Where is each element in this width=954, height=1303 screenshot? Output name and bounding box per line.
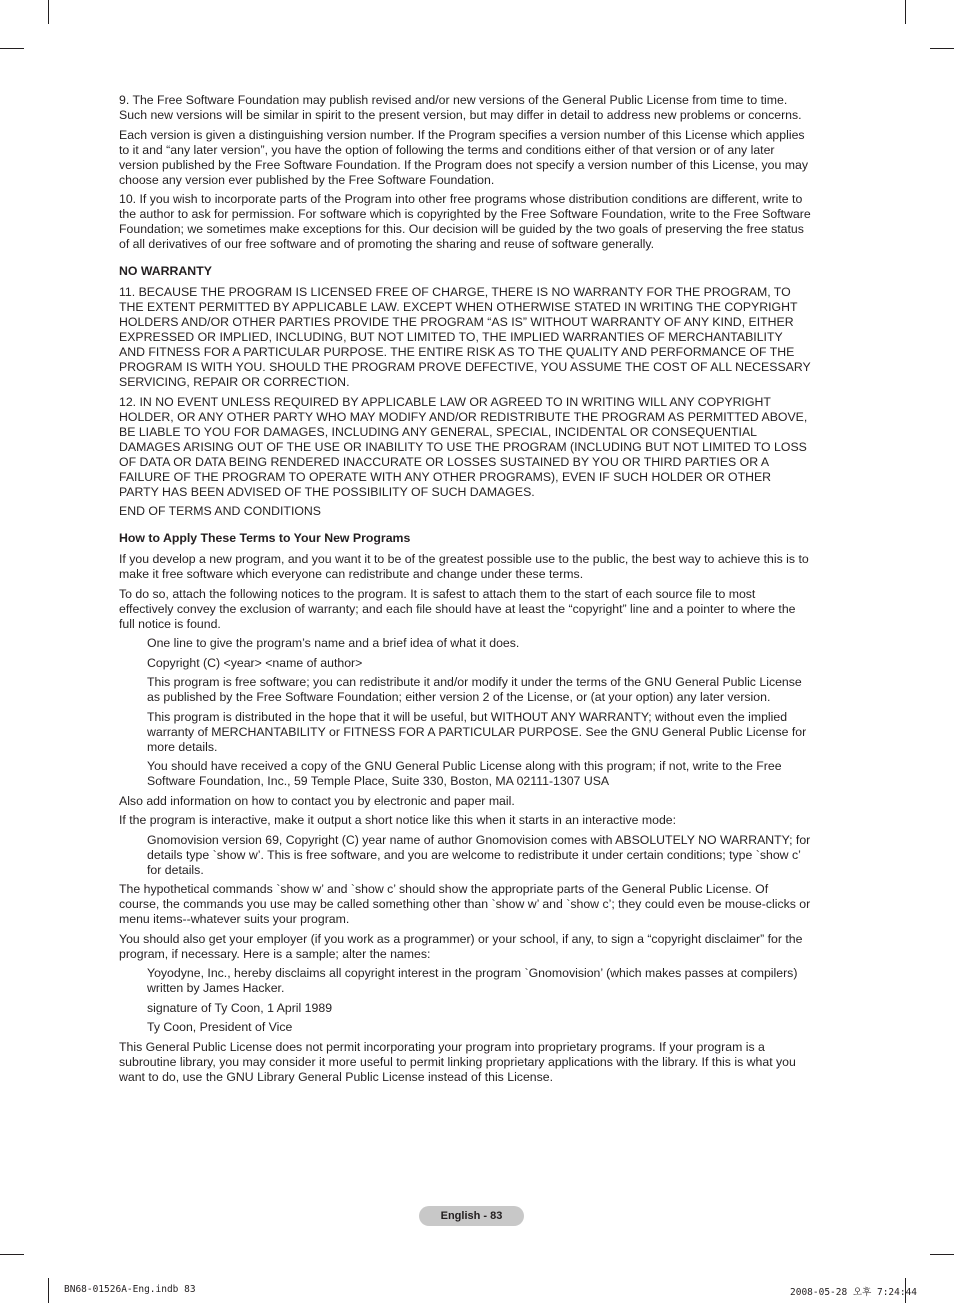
paragraph: 11. BECAUSE THE PROGRAM IS LICENSED FREE OF CHARGE, THERE IS NO WARRANTY FOR THE PROGRAM, TO THE EXTENT PERMITTED BY APPLICABLE LAW. EXCEPT WHEN OTHERWISE STATED IN WRITING THE COPYRIGHT HOLDERS AND/OR OTHER PARTIES PROVIDE THE PROGRAM “AS IS” WITHOUT WARRANTY OF ANY KIND, EITHER EXPRESSED OR IMPLIED, INCLUDING, BUT NOT LIMITED TO, THE IMPLIED WARRANTIES OF MERCHANTABILITY AND FITNESS FOR A PARTICULAR PURPOSE. THE ENTIRE RISK AS TO THE QUALITY AND PERFORMANCE OF THE PROGRAM IS WITH YOU. SHOULD THE PROGRAM PROVE DEFECTIVE, YOU ASSUME THE COST OF ALL NECESSARY SERVICING, REPAIR OR CORRECTION. <box>119 285 811 389</box>
indented-paragraph: Yoyodyne, Inc., hereby disclaims all copyright interest in the program `Gnomovision’ (which makes passes at compilers) written by James Hacker. <box>147 966 798 995</box>
indented-paragraph: One line to give the program’s name and a brief idea of what it does. <box>147 636 520 650</box>
paragraph: You should also get your employer (if you work as a programmer) or your school, if any, to sign a “copyright disclaimer” for the program, if necessary. Here is a sample; alter the names: <box>119 931 803 961</box>
page-number-badge: English - 83 <box>419 1206 524 1226</box>
crop-mark <box>48 0 49 24</box>
indented-paragraph: Copyright (C) <year> <name of author> <box>147 655 363 670</box>
apply-section <box>119 552 811 1085</box>
indented-paragraph: signature of Ty Coon, 1 April 1989 <box>147 1000 333 1015</box>
crop-mark <box>0 48 24 49</box>
crop-mark <box>930 48 954 49</box>
crop-mark <box>905 0 906 24</box>
paragraph: 12. IN NO EVENT UNLESS REQUIRED BY APPLICABLE LAW OR AGREED TO IN WRITING WILL ANY COPYRIGHT HOLDER, OR ANY OTHER PARTY WHO MAY MODIFY AND/OR REDISTRIBUTE THE PROGRAM AS PERMITTED ABOVE, BE LIABLE TO YOU FOR DAMAGES, INCLUDING ANY GENERAL, SPECIAL, INCIDENTAL OR CONSEQUENTIAL DAMAGES ARISING OUT OF THE USE OR INABILITY TO USE THE PROGRAM (INCLUDING BUT NOT LIMITED TO LOSS OF DATA OR DATA BEING RENDERED INACCURATE OR LOSSES SUSTAINED BY YOU OR THIRD PARTIES OR A FAILURE OF THE PROGRAM TO OPERATE WITH ANY OTHER PROGRAMS), EVEN IF SUCH HOLDER OR OTHER PARTY HAS BEEN ADVISED OF THE POSSIBILITY OF SUCH DAMAGES. <box>119 394 808 499</box>
crop-mark <box>930 1254 954 1255</box>
end-of-terms: END OF TERMS AND CONDITIONS <box>119 504 322 518</box>
date-slug: 2008-05-28 오후 7:24:44 <box>790 1287 918 1298</box>
indented-paragraph: This program is distributed in the hope that it will be useful, but WITHOUT ANY WARRANTY; without even the implied warranty of MERCHANTABILITY or FITNESS FOR A PARTICULAR PURPOSE. See the GNU General Public License for more details. <box>147 709 807 754</box>
paragraph: If the program is interactive, make it output a short notice like this when it starts in an interactive mode: <box>119 813 677 827</box>
document-body <box>119 93 811 1089</box>
indented-paragraph: Ty Coon, President of Vice <box>147 1020 293 1034</box>
paragraph: To do so, attach the following notices to the program. It is safest to attach them to the start of each source file to most effectively convey the exclusion of warranty; and each file should have at least the “copyright” line and a pointer to where the full notice is found. <box>119 586 796 631</box>
indented-paragraph: You should have received a copy of the GNU General Public License along with this program; if not, write to the Free Software Foundation, Inc., 59 Temple Place, Suite 330, Boston, MA 02111-1307 USA <box>147 759 782 788</box>
crop-mark <box>0 1254 24 1255</box>
paragraph: The hypothetical commands `show w’ and `show c’ should show the appropriate parts of the General Public License. Of course, the commands you use may be called something other than `show w’ and `show c’; they could even be mouse-clicks or menu items--whatever suits your program. <box>119 882 811 926</box>
paragraph: 9. The Free Software Foundation may publish revised and/or new versions of the General Public License from time to time. Such new versions will be similar in spirit to the present version, but may differ in detail to address new problems or concerns. <box>119 93 802 122</box>
paragraph: 10. If you wish to incorporate parts of the Program into other free programs whose distribution conditions are different, write to the author to ask for permission. For software which is copyrighted by the Free Software Foundation, write to the Free Software Foundation; we sometimes make exceptions for this. Our decision will be guided by the two goals of preserving the free status of all derivatives of our free software and of promoting the sharing and reuse of software generally. <box>119 192 811 251</box>
section-heading-no-warranty: NO WARRANTY <box>119 264 212 278</box>
section-heading-how-to-apply: How to Apply These Terms to Your New Programs <box>119 531 411 545</box>
paragraph: This General Public License does not permit incorporating your program into proprietary programs. If your program is a subroutine library, you may consider it more useful to permit linking proprietary applications with the library. If this is what you want to do, use the GNU Library General Public License instead of this License. <box>119 1039 796 1084</box>
indented-paragraph: This program is free software; you can redistribute it and/or modify it under the terms of the GNU General Public License as published by the Free Software Foundation; either version 2 of the License, or (at your option) any later version. <box>147 675 802 704</box>
indented-paragraph: Gnomovision version 69, Copyright (C) year name of author Gnomovision comes with ABSOLUTELY NO WARRANTY; for details type `show w’. This is free software, and you are welcome to redistribute it under certain conditions; type `show c’ for details. <box>147 832 811 877</box>
file-slug: BN68-01526A-Eng.indb 83 <box>64 1284 196 1295</box>
paragraph: Each version is given a distinguishing version number. If the Program specifies a version number of this License which applies to it and “any later version”, you have the option of following the terms and conditions either of that version or of any later version published by the Free Software Foundation. If the Program does not specify a version number of this License, you may choose any version ever published by the Free Software Foundation. <box>119 127 808 187</box>
paragraph: If you develop a new program, and you want it to be of the greatest possible use to the public, the best way to achieve this is to make it free software which everyone can redistribute and change under these terms. <box>119 552 809 581</box>
crop-mark <box>48 1278 49 1303</box>
paragraph: Also add information on how to contact you by electronic and paper mail. <box>119 793 515 808</box>
